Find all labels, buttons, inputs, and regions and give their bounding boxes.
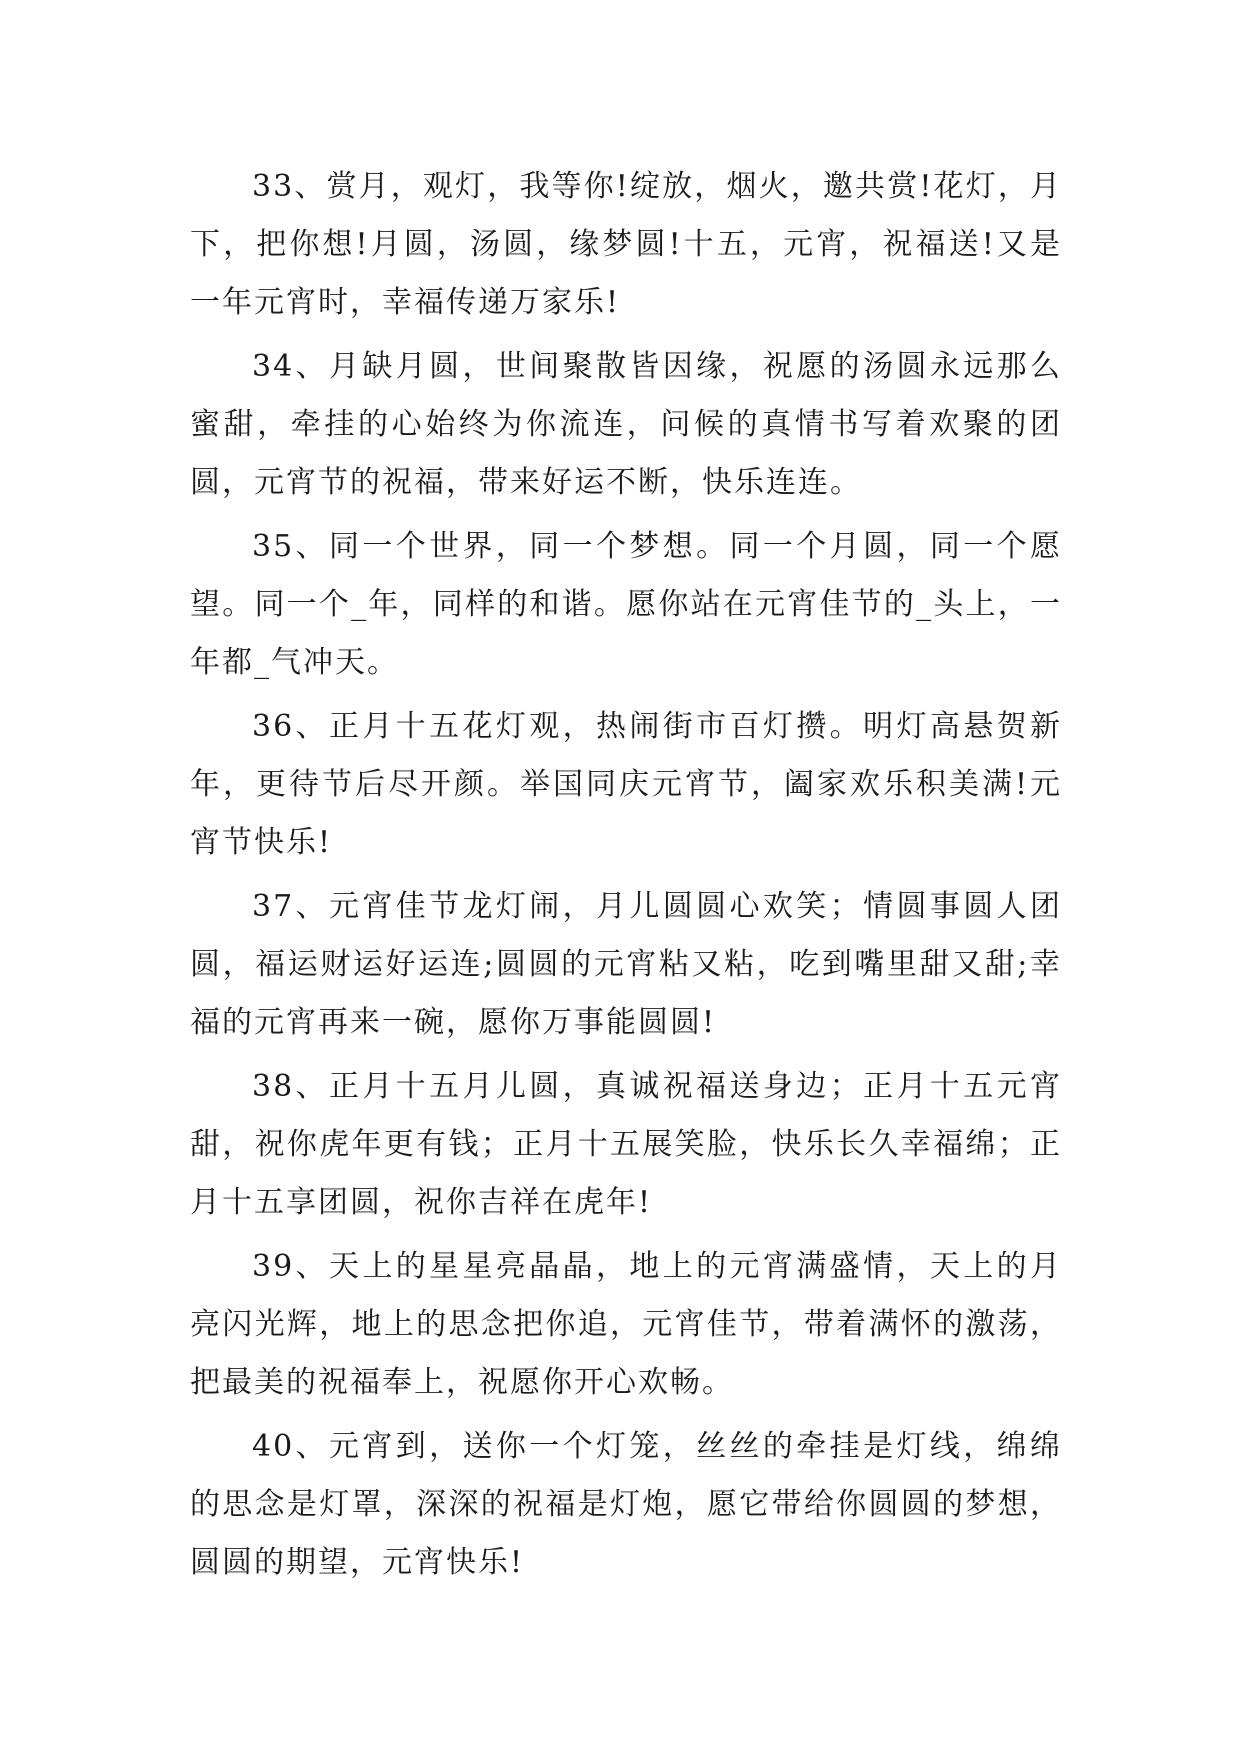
- paragraph-37: 37、元宵佳节龙灯闹，月儿圆圆心欢笑；情圆事圆人团圆，福运财运好运连;圆圆的元宵粘又粘，吃到嘴里甜又甜;幸福的元宵再来一碗，愿你万事能圆圆!: [190, 889, 1062, 1040]
- paragraph-38: 38、正月十五月儿圆，真诚祝福送身边；正月十五元宵甜，祝你虎年更有钱；正月十五展笑脸，快乐长久幸福绵；正月十五享团圆，祝你吉祥在虎年!: [190, 1069, 1062, 1220]
- document-body: [190, 158, 1062, 1598]
- paragraph-39: 39、天上的星星亮晶晶，地上的元宵满盛情，天上的月亮闪光辉，地上的思念把你追，元宵佳节，带着满怀的激荡，把最美的祝福奉上，祝愿你开心欢畅。: [190, 1249, 1062, 1400]
- paragraph-33: 33、赏月，观灯，我等你!绽放，烟火，邀共赏!花灯，月下，把你想!月圆，汤圆，缘梦圆!十五，元宵，祝福送!又是一年元宵时，幸福传递万家乐!: [190, 169, 1062, 320]
- paragraph-35: 35、同一个世界，同一个梦想。同一个月圆，同一个愿望。同一个_年，同样的和谐。愿你站在元宵佳节的_头上，一年都_气冲天。: [190, 529, 1062, 680]
- paragraph-36: 36、正月十五花灯观，热闹街市百灯攒。明灯高悬贺新年，更待节后尽开颜。举国同庆元宵节，阖家欢乐积美满!元宵节快乐!: [190, 709, 1062, 860]
- paragraph-40: 40、元宵到，送你一个灯笼，丝丝的牵挂是灯线，绵绵的思念是灯罩，深深的祝福是灯炮，愿它带给你圆圆的梦想，圆圆的期望，元宵快乐!: [190, 1429, 1062, 1580]
- paragraph-34: 34、月缺月圆，世间聚散皆因缘，祝愿的汤圆永远那么蜜甜，牵挂的心始终为你流连，问候的真情书写着欢聚的团圆，元宵节的祝福，带来好运不断，快乐连连。: [190, 349, 1062, 500]
